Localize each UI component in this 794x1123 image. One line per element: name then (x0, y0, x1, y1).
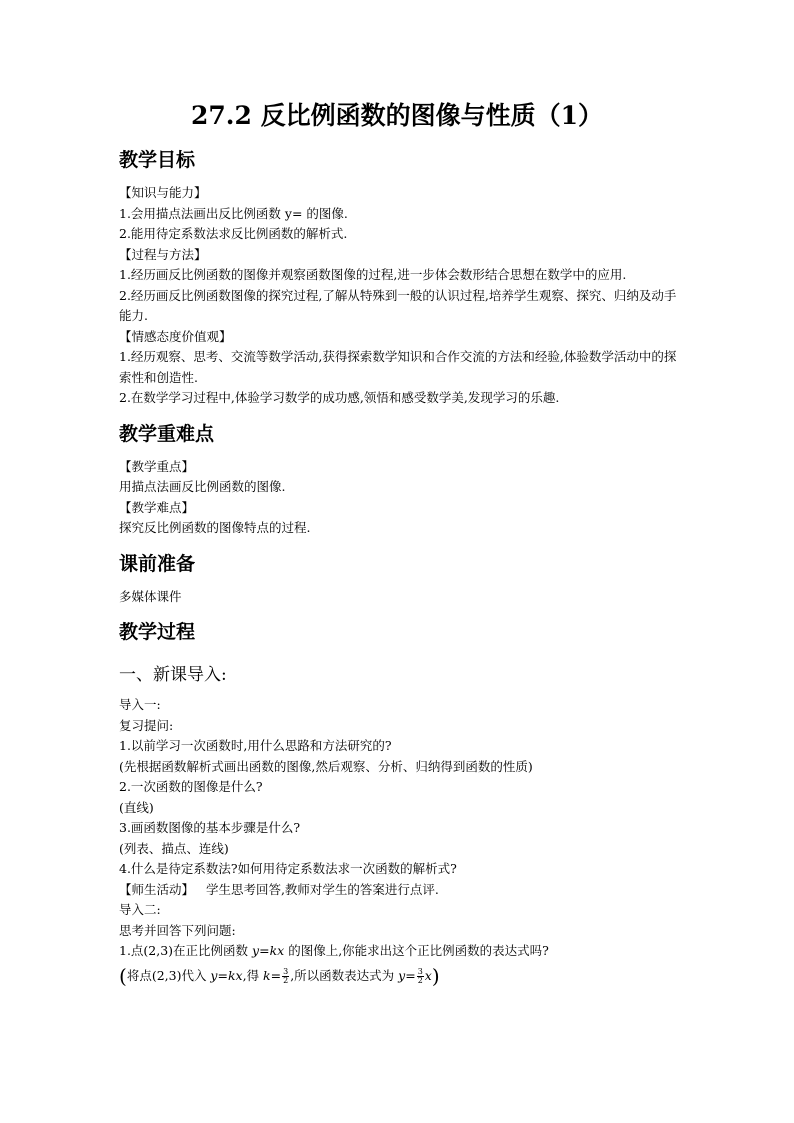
knowledge-item-2: 2.能用待定系数法求反比例函数的解析式. (119, 226, 348, 241)
label-emotion: 【情感态度价值观】 (119, 328, 232, 344)
answer-k: k= (263, 967, 282, 983)
question-1-text-a: 1.点(2,3)在正比例函数 (119, 943, 253, 958)
process-item-1: 1.经历画反比例函数的图像并观察函数图像的过程,进一步体会数形结合思想在数学中的应用. (119, 267, 627, 282)
question-1-formula: y=kx (252, 943, 285, 958)
label-process-method: 【过程与方法】 (119, 246, 207, 262)
fraction-k-numerator: 3 (283, 966, 289, 976)
key-text: 用描点法画反比例函数的图像. (119, 479, 286, 494)
label-knowledge: 【知识与能力】 (119, 185, 207, 200)
review-line-5: 3.画函数图像的基本步骤是什么? (119, 820, 301, 835)
label-difficulty: 【教学难点】 (119, 499, 195, 515)
activity-label: 【师生活动】 (119, 881, 195, 897)
think-label: 思考并回答下列问题: (119, 922, 236, 938)
answer-1 (119, 964, 687, 988)
part-one-heading: 一、新课导入: (119, 665, 227, 685)
difficulty-text: 探究反比例函数的图像特点的过程. (119, 520, 311, 535)
intro-two: 导入二: (119, 902, 161, 917)
fraction-k-denominator: 2 (283, 975, 289, 985)
review-line-4: (直线) (119, 799, 154, 815)
emotion-item-1: 1.经历观察、思考、交流等数学活动,获得探索数学知识和合作交流的方法和经验,体验数学活动中的探索性和创造性. (119, 349, 677, 385)
heading-keypoints: 教学重难点 (119, 422, 215, 445)
document-body (119, 145, 687, 988)
prep-text: 多媒体课件 (119, 588, 182, 604)
fraction-coef-denominator: 2 (417, 975, 423, 985)
process-item-2: 2.经历画反比例函数图像的探究过程,了解从特殊到一般的认识过程,培养学生观察、探究、归纳及动手能力. (119, 287, 677, 323)
heading-process: 教学过程 (119, 621, 196, 643)
answer-formula: y=kx (210, 967, 243, 983)
review-label: 复习提问: (119, 717, 174, 733)
answer-close-paren: ) (431, 963, 440, 988)
emotion-item-2: 2.在数学学习过程中,体验学习数学的成功感,领悟和感受数学美,发现学习的乐趣. (119, 390, 560, 405)
document-title: 27.2 反比例函数的图像与性质（1） (191, 101, 603, 130)
answer-text-a: 将点(2,3)代入 (126, 967, 211, 983)
heading-goals: 教学目标 (119, 149, 196, 171)
fraction-coef (417, 968, 424, 985)
answer-text-c: ,所以函数表达式为 (290, 967, 399, 983)
answer-open-paren: ( (119, 963, 127, 988)
review-line-7: 4.什么是待定系数法?如何用待定系数法求一次函数的解析式? (119, 861, 457, 876)
review-line-2: (先根据函数解析式画出函数的图像,然后观察、分析、归纳得到函数的性质) (119, 758, 533, 774)
review-line-1: 1.以前学习一次函数时,用什么思路和方法研究的? (119, 738, 392, 753)
activity-text: 学生思考回答,教师对学生的答案进行点评. (205, 881, 439, 897)
answer-x: x (424, 967, 432, 983)
answer-text-b: ,得 (242, 967, 264, 983)
question-1-text-b: 的图像上,你能求出这个正比例函数的表达式吗? (284, 943, 549, 958)
knowledge-item-1: 1.会用描点法画出反比例函数 y= 的图像. (119, 205, 348, 221)
activity-line (119, 880, 687, 901)
intro-one: 导入一: (119, 697, 161, 712)
fraction-coef-numerator: 3 (417, 966, 423, 976)
heading-prep: 课前准备 (119, 552, 196, 575)
review-line-6: (列表、描点、连线) (119, 840, 229, 856)
review-line-3: 2.一次函数的图像是什么? (119, 779, 263, 794)
question-1 (119, 941, 687, 962)
answer-y: y= (398, 967, 416, 983)
label-key: 【教学重点】 (119, 458, 195, 474)
fraction-k (282, 968, 289, 985)
